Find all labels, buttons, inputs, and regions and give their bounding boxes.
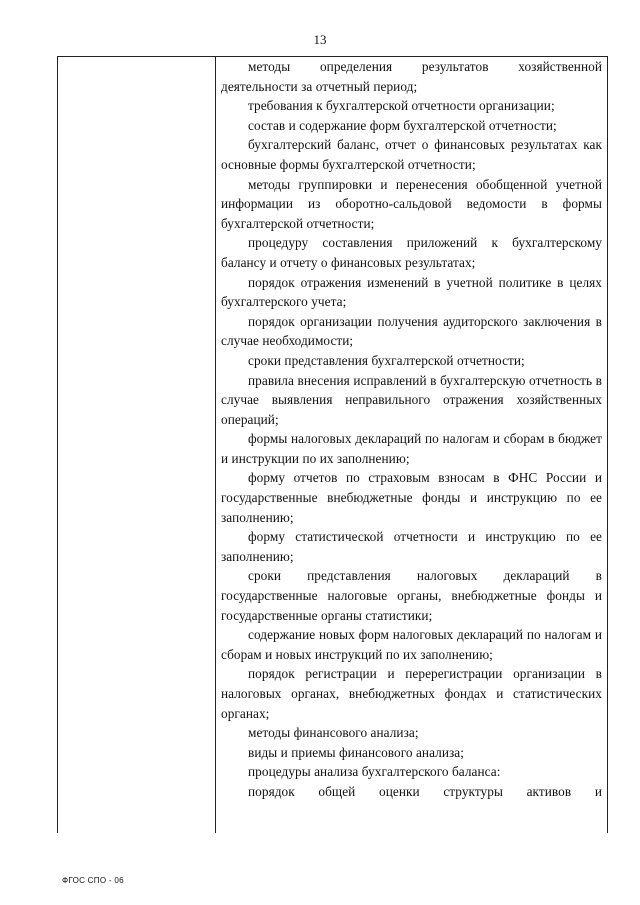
- list-item: порядок общей оценки структуры активов и: [248, 783, 602, 799]
- list-item: методы определения результатов хозяйственной деятельности за отчетный период;: [221, 59, 602, 94]
- list-item: сроки представления бухгалтерской отчетности;: [248, 352, 525, 368]
- list-item: методы финансового анализа;: [248, 725, 419, 741]
- table-left-cell: [58, 57, 216, 833]
- list-item: виды и приемы финансового анализа;: [248, 744, 464, 760]
- list-item: правила внесения исправлений в бухгалтерскую отчетность в случае выявления неправильного отражения хозяйственных операций;: [221, 372, 602, 427]
- table-right-cell: [221, 57, 602, 802]
- list-item: бухгалтерский баланс, отчет о финансовых результатах как основные формы бухгалтерской отчетности;: [221, 137, 602, 172]
- footer-code: ФГОС СПО - 06: [62, 876, 124, 885]
- list-item: требования к бухгалтерской отчетности организации;: [248, 98, 555, 114]
- list-item: порядок регистрации и перерегистрации организации в налоговых органах, внебюджетных фондах и статистических органах;: [221, 666, 602, 721]
- page-number: 13: [313, 32, 327, 47]
- list-item: процедуры анализа бухгалтерского баланса:: [248, 764, 501, 780]
- list-item: форму статистической отчетности и инструкцию по ее заполнению;: [221, 529, 602, 564]
- list-item: порядок организации получения аудиторского заключения в случае необходимости;: [221, 313, 602, 349]
- competency-table: [57, 56, 608, 833]
- list-item: форму отчетов по страховым взносам в ФНС России и государственные внебюджетные фонды и инструкцию по ее заполнению;: [221, 470, 602, 525]
- list-item: методы группировки и перенесения обобщенной учетной информации из оборотно-сальдовой ведомости в формы бухгалтерской отчетности;: [221, 176, 602, 231]
- list-item: состав и содержание форм бухгалтерской отчетности;: [248, 117, 557, 133]
- list-item: процедуру составления приложений к бухгалтерскому балансу и отчету о финансовых результатах;: [221, 235, 602, 270]
- list-item: порядок отражения изменений в учетной политике в целях бухгалтерского учета;: [221, 274, 602, 310]
- list-item: формы налоговых деклараций по налогам и сборам в бюджет и инструкции по их заполнению;: [221, 431, 602, 466]
- list-item: содержание новых форм налоговых деклараций по налогам и сборам и новых инструкций по их заполнению;: [221, 627, 602, 662]
- list-item: сроки представления налоговых деклараций в государственные налоговые органы, внебюджетные фонды и государственные органы статистики;: [221, 568, 602, 623]
